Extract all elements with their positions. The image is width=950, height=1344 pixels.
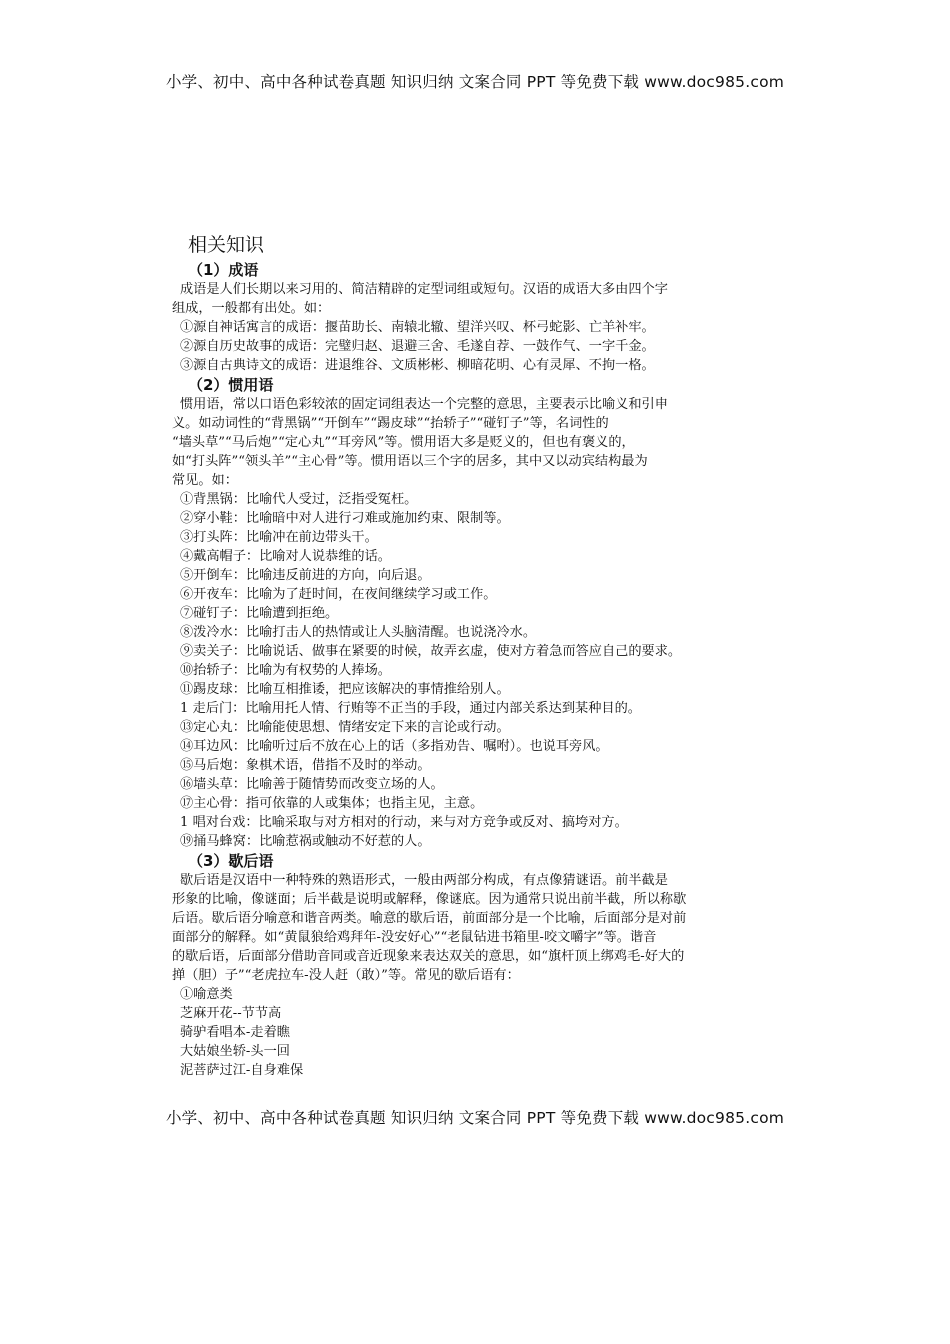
list-item: ④戴高帽子：比喻对人说恭维的话。	[180, 549, 391, 564]
list-item: ③打头阵：比喻冲在前边带头干。	[180, 530, 378, 545]
paragraph-line: 惯用语，常以口语色彩较浓的固定词组表达一个完整的意思，主要表示比喻义和引申	[180, 397, 668, 412]
list-item: ⑭耳边风：比喻听过后不放在心上的话（多指劝告、嘱咐）。也说耳旁风。	[180, 739, 609, 754]
list-item: ⑧泼冷水：比喻打击人的热情或让人头脑清醒。也说浇冷水。	[180, 625, 537, 640]
page-title: 相关知识	[188, 234, 265, 256]
list-item: ⑮马后炮：象棋术语，借指不及时的举动。	[180, 758, 431, 773]
paragraph-line: 常见。如：	[172, 473, 238, 488]
list-item: 1 唱对台戏：比喻采取与对方相对的行动，来与对方竞争或反对、搞垮对方。	[180, 815, 628, 830]
list-item: ⑬定心丸：比喻能使思想、情绪安定下来的言论或行动。	[180, 720, 510, 735]
list-item: ①喻意类	[180, 987, 233, 1002]
section-heading-colloquialisms: （2）惯用语	[188, 376, 274, 394]
list-item: ⑦碰钉子：比喻遭到拒绝。	[180, 606, 339, 621]
section-heading-xiehouyu: （3）歇后语	[188, 852, 274, 870]
list-item: 1 走后门：比喻用托人情、行贿等不正当的手段，通过内部关系达到某种目的。	[180, 701, 641, 716]
list-item: ⑨卖关子：比喻说话、做事在紧要的时候，故弄玄虚，使对方着急而答应自己的要求。	[180, 644, 682, 659]
section-heading-idioms: （1）成语	[188, 261, 259, 279]
list-item: ①源自神话寓言的成语：揠苗助长、南辕北辙、望洋兴叹、杯弓蛇影、亡羊补牢。	[180, 320, 655, 335]
paragraph-line: 歇后语是汉语中一种特殊的熟语形式，一般由两部分构成，有点像猜谜语。前半截是	[180, 873, 668, 888]
list-item: 大姑娘坐轿-头一回	[180, 1044, 290, 1059]
list-item: ⑤开倒车：比喻违反前进的方向，向后退。	[180, 568, 431, 583]
document-body	[172, 230, 812, 1080]
paragraph-line: 掸（胆）子”“老虎拉车-没人赶（敢）”等。常见的歇后语有：	[172, 968, 520, 983]
list-item: ⑯墙头草：比喻善于随情势而改变立场的人。	[180, 777, 444, 792]
list-item: 泥菩萨过江-自身难保	[180, 1063, 304, 1078]
paragraph-line: 的歇后语，后面部分借助音同或音近现象来表达双关的意思，如“旗杆顶上绑鸡毛-好大的	[172, 949, 685, 964]
list-item: ⑩抬轿子：比喻为有权势的人捧场。	[180, 663, 391, 678]
list-item: 骑驴看唱本-走着瞧	[180, 1025, 290, 1040]
list-item: 芝麻开花--节节高	[180, 1006, 282, 1021]
list-item: ②穿小鞋：比喻暗中对人进行刁难或施加约束、限制等。	[180, 511, 510, 526]
paragraph-line: 如“打头阵”“领头羊”“主心骨”等。惯用语以三个字的居多，其中又以动宾结构最为	[172, 454, 648, 469]
list-item: ③源自古典诗文的成语：进退维谷、文质彬彬、柳暗花明、心有灵犀、不拘一格。	[180, 358, 655, 373]
list-item: ②源自历史故事的成语：完璧归赵、退避三舍、毛遂自荐、一鼓作气、一字千金。	[180, 339, 655, 354]
paragraph-line: 形象的比喻，像谜面；后半截是说明或解释，像谜底。因为通常只说出前半截，所以称歇	[172, 892, 687, 907]
paragraph-line: 面部分的解释。如“黄鼠狼给鸡拜年-没安好心”“老鼠钻进书箱里-咬文嚼字”等。谐音	[172, 930, 657, 945]
footer-banner: 小学、初中、高中各种试卷真题 知识归纳 文案合同 PPT 等免费下载 www.doc985.com	[165, 1109, 785, 1127]
header-banner: 小学、初中、高中各种试卷真题 知识归纳 文案合同 PPT 等免费下载 www.doc985.com	[165, 73, 785, 91]
list-item: ⑲捅马蜂窝：比喻惹祸或触动不好惹的人。	[180, 834, 431, 849]
list-item: ⑪踢皮球：比喻互相推诿，把应该解决的事情推给别人。	[180, 682, 510, 697]
list-item: ①背黑锅：比喻代人受过，泛指受冤枉。	[180, 492, 418, 507]
paragraph-line: “墙头草”“马后炮”“定心丸”“耳旁风”等。惯用语大多是贬义的，但也有褒义的，	[172, 435, 635, 450]
paragraph-line: 后语。歇后语分喻意和谐音两类。喻意的歇后语，前面部分是一个比喻，后面部分是对前	[172, 911, 687, 926]
paragraph-line: 义。如动词性的“背黑锅”“开倒车”“踢皮球”“抬轿子”“碰钉子”等，名词性的	[172, 416, 609, 431]
list-item: ⑰主心骨：指可依靠的人或集体；也指主见，主意。	[180, 796, 484, 811]
paragraph-line: 成语是人们长期以来习用的、简洁精辟的定型词组或短句。汉语的成语大多由四个字	[180, 282, 668, 297]
paragraph-line: 组成，一般都有出处。如：	[172, 301, 331, 316]
list-item: ⑥开夜车：比喻为了赶时间，在夜间继续学习或工作。	[180, 587, 497, 602]
